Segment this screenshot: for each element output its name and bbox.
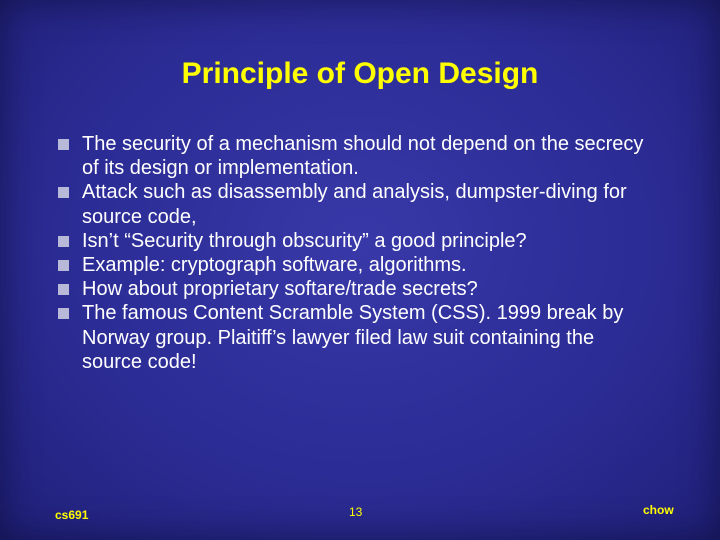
bullet-text: The famous Content Scramble System (CSS). 1999 break by Norway group. Plaitiff’s lawyer filed law suit containing the source code! — [82, 302, 624, 373]
bullet-item — [57, 180, 657, 228]
square-bullet-icon — [58, 236, 69, 247]
bullet-item — [57, 132, 657, 180]
bullet-text: The security of a mechanism should not depend on the secrecy of its design or implementation. — [82, 133, 644, 180]
footer-page-number: 13 — [349, 505, 363, 519]
bullet-text: How about proprietary softare/trade secrets? — [82, 278, 478, 301]
bullet-item — [57, 229, 657, 253]
bullet-item — [57, 253, 657, 277]
bullet-item — [57, 277, 657, 301]
slide-title: Principle of Open Design — [181, 57, 539, 90]
square-bullet-icon — [58, 139, 69, 150]
bullet-text: Example: cryptograph software, algorithms. — [82, 254, 467, 277]
square-bullet-icon — [58, 284, 69, 295]
square-bullet-icon — [58, 308, 69, 319]
bullet-item — [57, 301, 657, 374]
bullet-text: Attack such as disassembly and analysis, dumpster-diving for source code, — [82, 181, 627, 228]
square-bullet-icon — [58, 187, 69, 198]
square-bullet-icon — [58, 260, 69, 271]
bullet-list — [57, 132, 657, 374]
bullet-text: Isn’t “Security through obscurity” a good principle? — [82, 229, 527, 252]
footer-course-label: cs691 — [55, 508, 89, 522]
footer-author-label: chow — [643, 503, 674, 517]
